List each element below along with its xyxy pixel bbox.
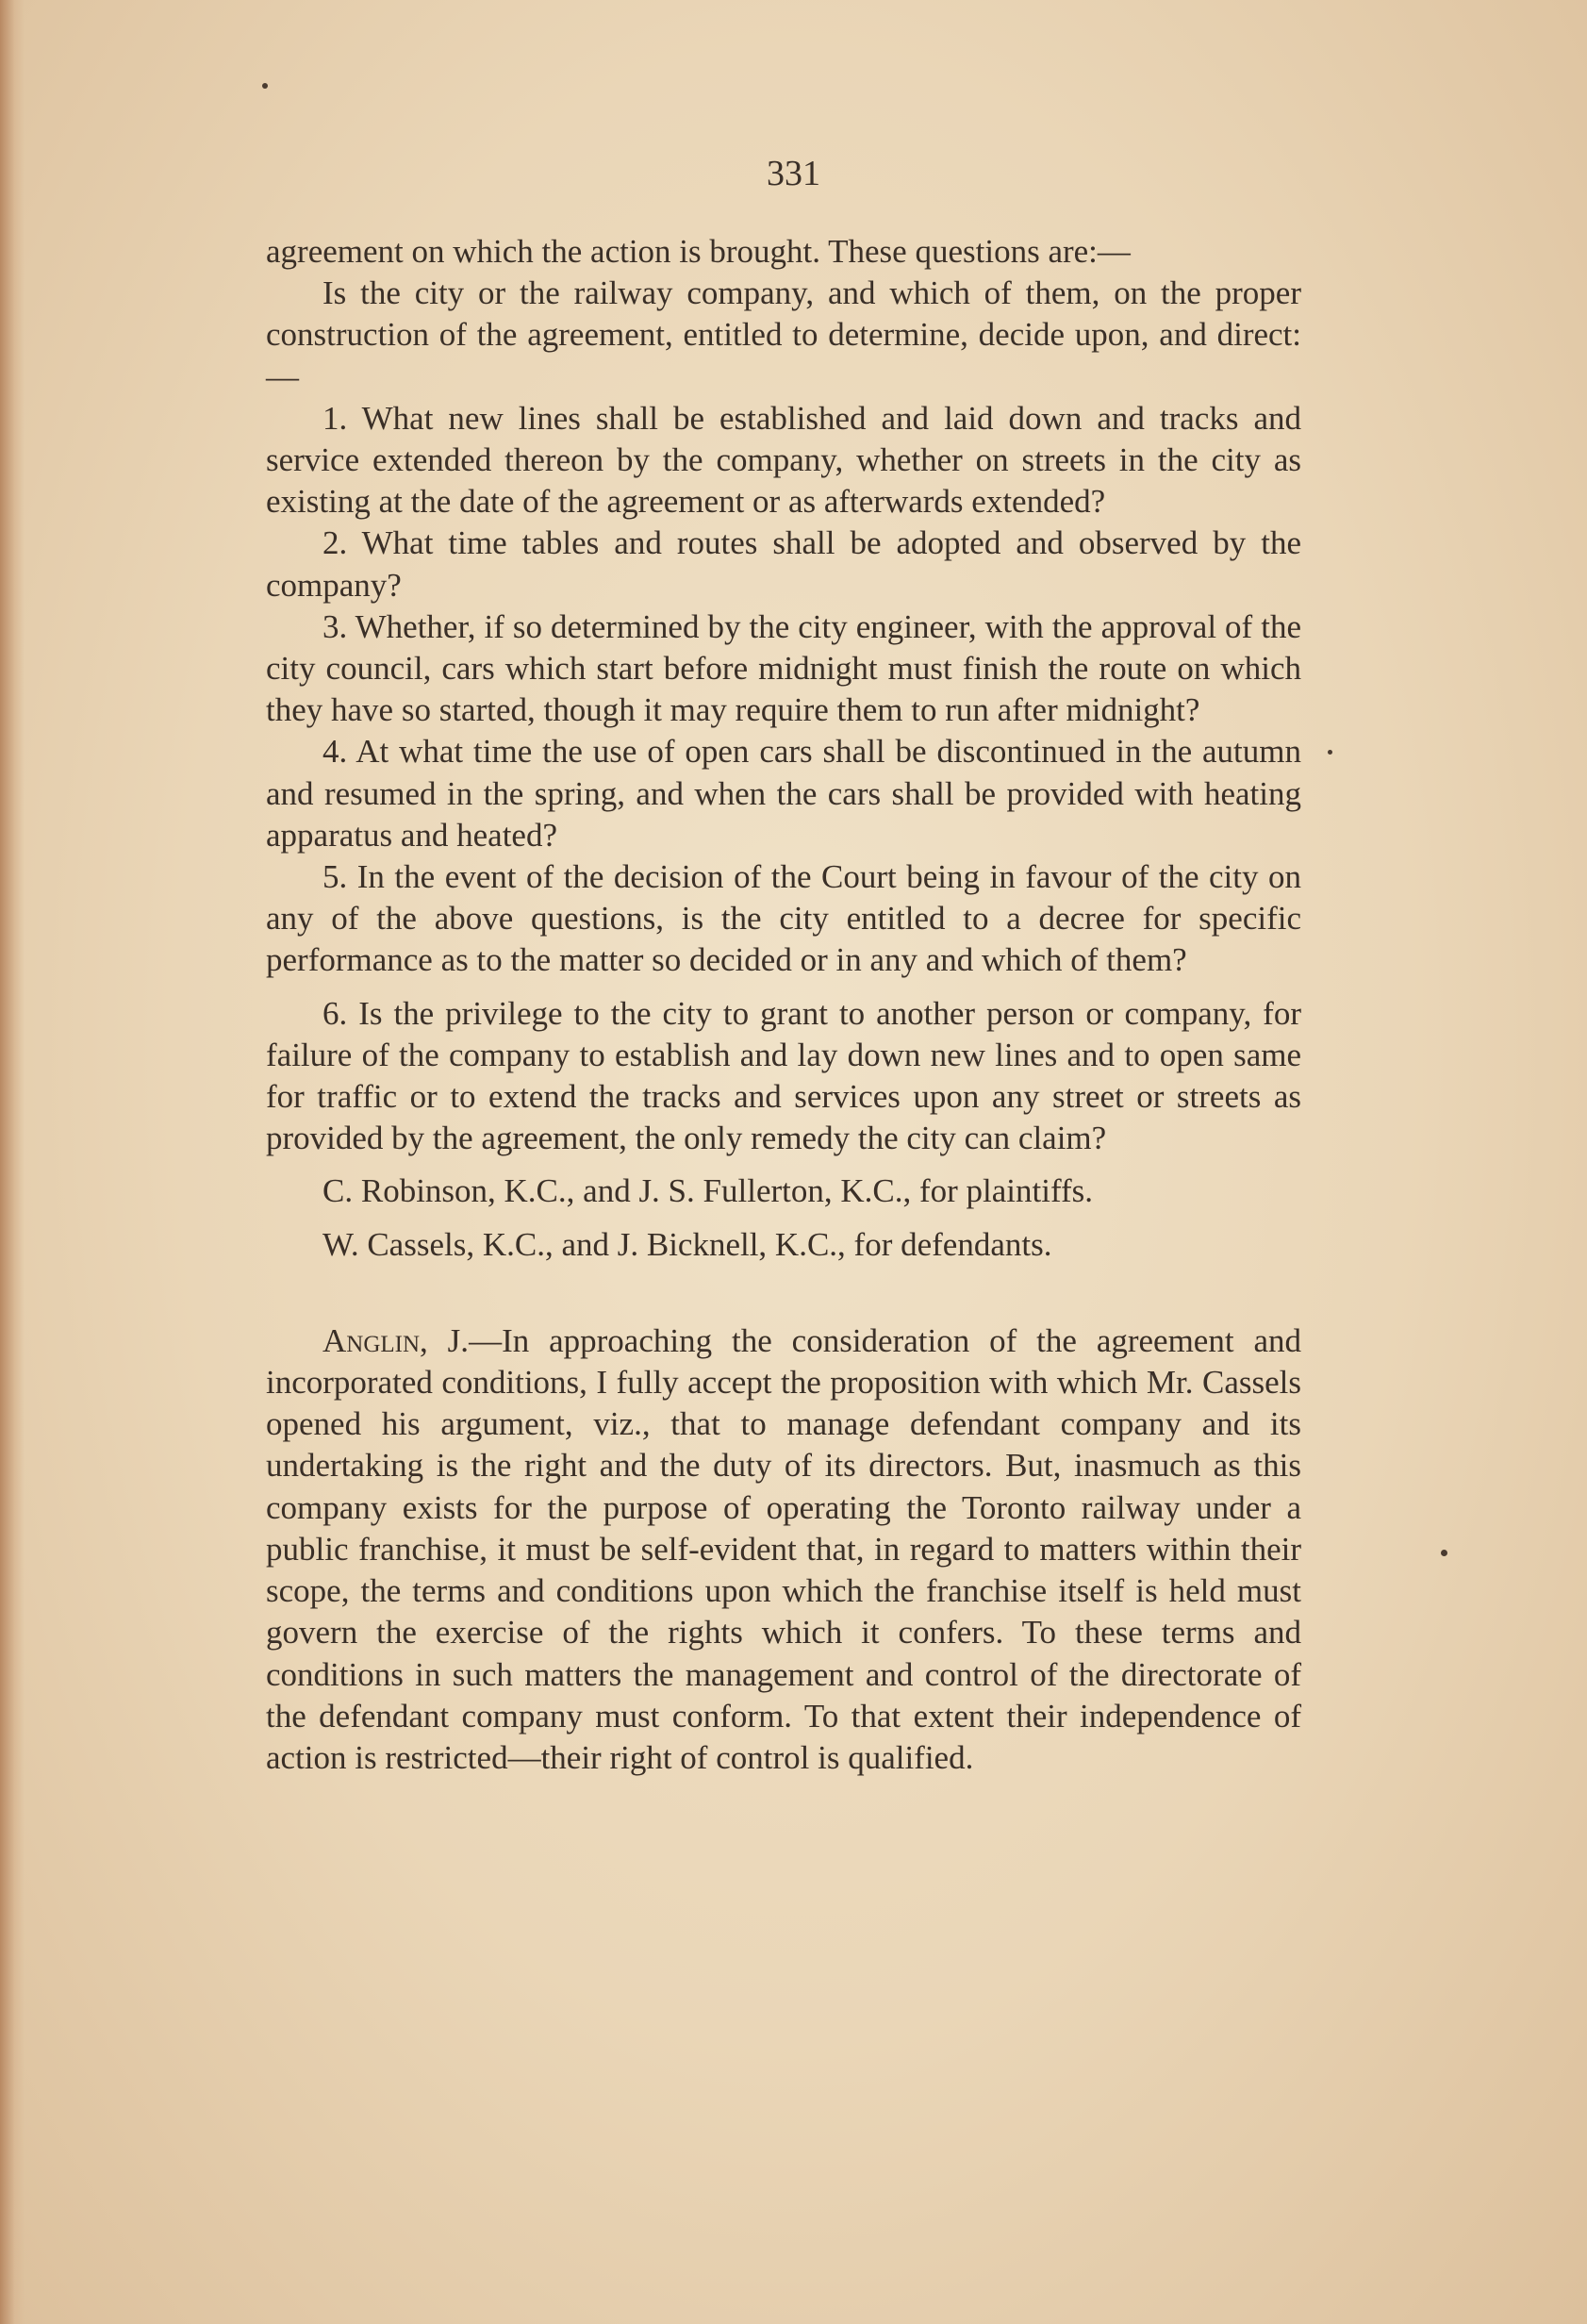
ink-speck [262,83,268,89]
page-number: 331 [767,154,820,193]
paragraph-question-3: 3. Whether, if so determined by the city engineer, with the approval of the city council, cars which start before midnight must finish the route on which they have so started, though it may require them to run after midnight? [266,607,1301,729]
paragraph-question-intro: Is the city or the railway company, and which of them, on the proper construction of the agreement, entitled to determine, decide upon, and direct:— [266,274,1301,395]
ink-speck [1328,750,1332,755]
paragraph-continuation: agreement on which the action is brought. These questions are:— [266,233,1131,270]
opinion-paragraph [266,1320,1301,1779]
judge-name: Anglin, J. [322,1321,470,1359]
paragraph-question-4: 4. At what time the use of open cars shall be discontinued in the autumn and resumed in the spring, and when the cars shall be provided with heating apparatus and heated? [266,733,1301,854]
paragraph-question-2: 2. What time tables and routes shall be adopted and observed by the company? [266,524,1301,604]
counsel-plaintiffs: C. Robinson, K.C., and J. S. Fullerton, K.C., for plaintiffs. [322,1172,1094,1210]
paragraph-question-6: 6. Is the privilege to the city to grant to another person or company, for failure of the company to establish and lay down new lines and to open same for traffic or to extend the tracks and services upon any street or streets as provided by the agreement, the only remedy the city can claim? [266,994,1301,1157]
ink-speck [1441,1550,1447,1556]
page-body [266,231,1301,1779]
opinion-text: —In approaching the consideration of the agreement and incorporated conditions, I fully accept the proposition with which Mr. Cassels opened his argument, viz., that to manage defendant company and its undertaking is the right and the duty of its directors. But, inasmuch as this company exists for the purpose of operating the Toronto railway under a public franchise, it must be self-evident that, in regard to matters within their scope, the terms and conditions upon which the franchise itself is held must govern the exercise of the rights which it confers. To these terms and conditions in such matters the management and control of the directorate of the defendant company must conform. To that extent their independence of action is restricted—their right of control is qualified. [266,1321,1302,1776]
paragraph-question-5: 5. In the event of the decision of the Court being in favour of the city on any of the above questions, is the city entitled to a decree for specific performance as to the matter so decided or in any and which of them? [266,858,1301,979]
page-edge-shadow [0,0,25,2324]
counsel-defendants: W. Cassels, K.C., and J. Bicknell, K.C., for defendants. [322,1225,1052,1263]
paragraph-question-1: 1. What new lines shall be established and laid down and tracks and service extended thereon by the company, whether on streets in the city as existing at the date of the agreement or as afterwards extended? [266,399,1301,521]
